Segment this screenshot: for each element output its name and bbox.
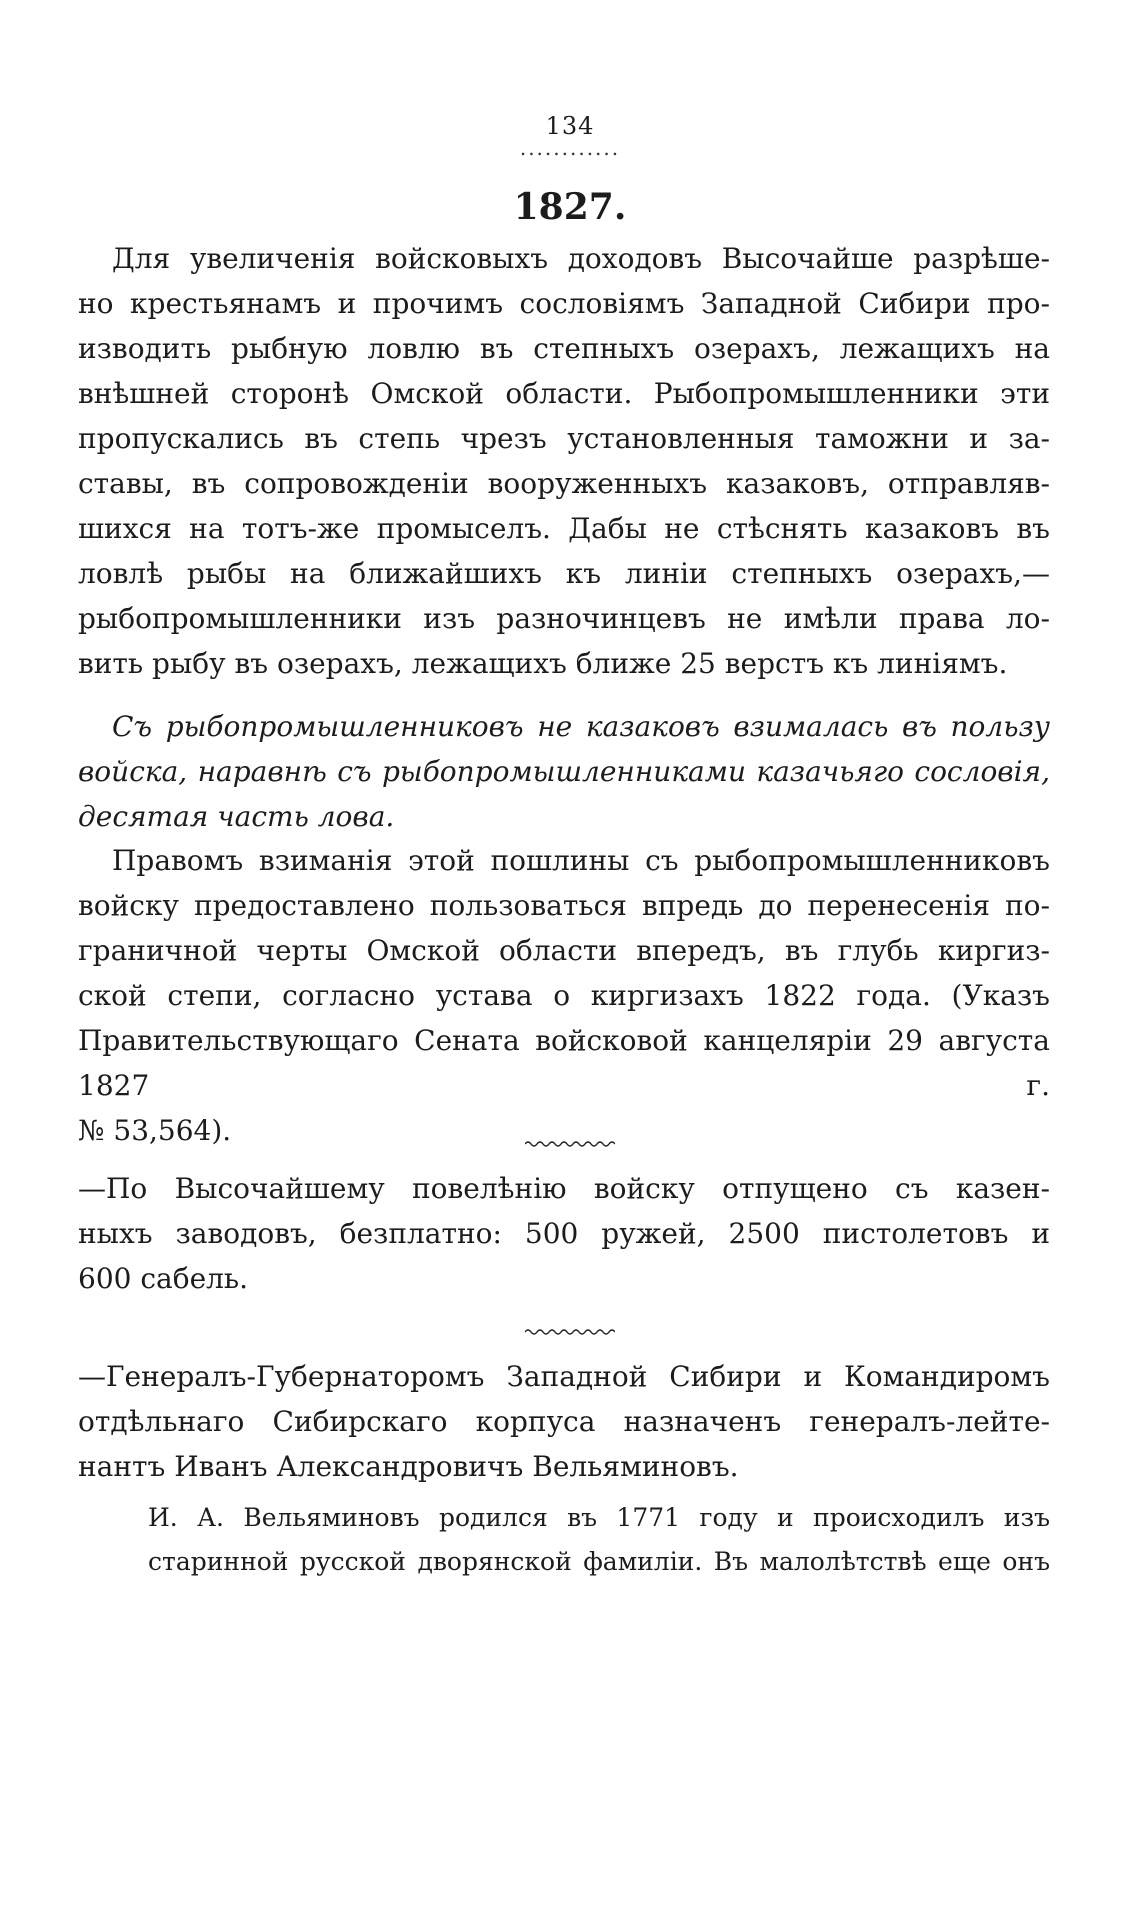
text-line: пропускались въ степь чрезъ установленныя таможни и за- bbox=[78, 422, 1050, 455]
text-line: рыбопромышленники изъ разночинцевъ не имѣли права ло- bbox=[78, 602, 1050, 635]
text-line: Правительствующаго Сената войсковой канцеляріи 29 августа 1827 г. bbox=[78, 1024, 1050, 1102]
text-line: И. А. Вельяминовъ родился въ 1771 году и происходилъ изъ bbox=[148, 1503, 1050, 1532]
text-line: ской степи, согласно устава о киргизахъ 1822 года. (Указъ bbox=[78, 979, 1050, 1012]
text-line: вить рыбу въ озерахъ, лежащихъ ближе 25 верстъ къ линіямъ. bbox=[78, 647, 1008, 680]
paragraph-weapons-grant bbox=[78, 1166, 1050, 1301]
text-line: ныхъ заводовъ, безплатно: 500 ружей, 2500 пистолетовъ и bbox=[78, 1217, 1050, 1250]
text-line: десятая часть лова. bbox=[78, 800, 395, 833]
text-line: но крестьянамъ и прочимъ сословіямъ Западной Сибири про- bbox=[78, 287, 1050, 320]
text-line: изводить рыбную ловлю въ степныхъ озерахъ, лежащихъ на bbox=[78, 332, 1050, 365]
text-line: ставы, въ сопровожденіи вооруженныхъ казаковъ, отправляв- bbox=[78, 467, 1050, 500]
text-line: старинной русской дворянской фамиліи. Въ малолѣтствѣ еще онъ bbox=[148, 1547, 1050, 1576]
text-line: внѣшней сторонѣ Омской области. Рыбопромышленники эти bbox=[78, 377, 1050, 410]
wavy-divider bbox=[0, 1322, 1140, 1332]
text-line: —По Высочайшему повелѣнію войску отпущено съ казен- bbox=[78, 1172, 1050, 1205]
text-line: 600 сабель. bbox=[78, 1262, 249, 1295]
text-line: Съ рыбопромышленниковъ не казаковъ взималась въ пользу bbox=[112, 710, 1050, 743]
paragraph-governor-appointment bbox=[78, 1354, 1050, 1489]
paragraph-fishing-permission bbox=[78, 236, 1050, 686]
page-number-dots: ............ bbox=[519, 136, 621, 160]
wavy-divider bbox=[0, 1134, 1140, 1144]
text-line: граничной черты Омской области впередъ, въ глубь киргиз- bbox=[78, 934, 1050, 967]
text-line: № 53,564). bbox=[78, 1114, 232, 1147]
paragraph-duty-rights bbox=[78, 838, 1050, 1153]
text-line: нантъ Иванъ Александровичъ Вельяминовъ. bbox=[78, 1450, 739, 1483]
year-heading: 1827. bbox=[513, 186, 627, 228]
paragraph-velyaminov-biography bbox=[148, 1496, 1050, 1584]
text-line: ловлѣ рыбы на ближайшихъ къ линіи степныхъ озерахъ,— bbox=[78, 557, 1050, 590]
text-line: войска, наравнѣ съ рыбопромышленниками казачьяго сословія, bbox=[78, 755, 1050, 788]
paragraph-tithe-italic bbox=[78, 704, 1050, 839]
text-line: отдѣльнаго Сибирскаго корпуса назначенъ генералъ-лейте- bbox=[78, 1405, 1050, 1438]
text-line: Правомъ взиманія этой пошлины съ рыбопромышленниковъ bbox=[112, 844, 1050, 877]
text-line: —Генералъ-Губернаторомъ Западной Сибири и Командиромъ bbox=[78, 1360, 1050, 1393]
text-line: шихся на тотъ-же промыселъ. Дабы не стѣснять казаковъ въ bbox=[78, 512, 1050, 545]
page-number: 134 bbox=[545, 112, 595, 140]
text-line: Для увеличенія войсковыхъ доходовъ Высочайше разрѣше- bbox=[112, 242, 1050, 275]
text-line: войску предоставлено пользоваться впредь до перенесенія по- bbox=[78, 889, 1050, 922]
